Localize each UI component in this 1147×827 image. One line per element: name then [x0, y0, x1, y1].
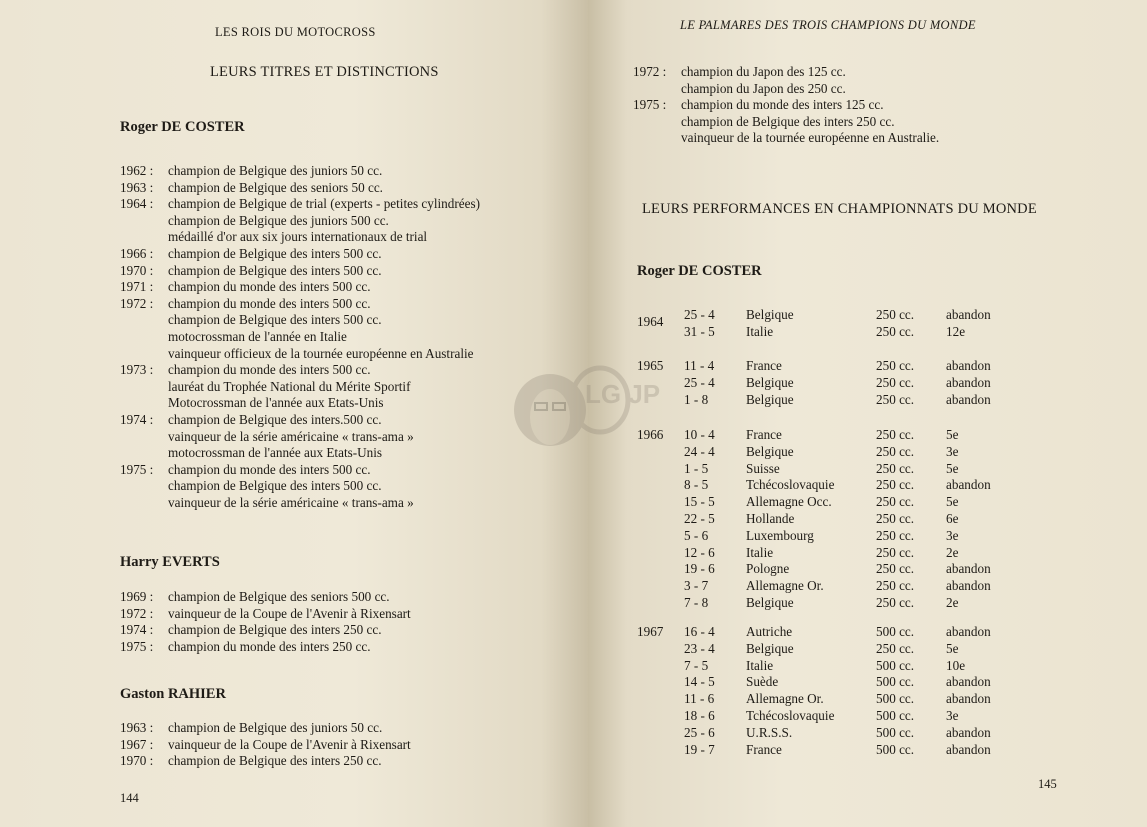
race-country: Suède: [746, 674, 779, 690]
race-class: 250 cc.: [876, 561, 915, 577]
race-class: 500 cc.: [876, 691, 915, 707]
race-country: Autriche: [746, 624, 793, 639]
race-date: 5 - 6: [684, 527, 709, 543]
title-year: 1969 :: [120, 589, 154, 604]
race-result: abandon: [946, 477, 991, 493]
title-year: 1966 :: [120, 245, 154, 261]
title-text: champion de Belgique des juniors 50 cc.: [168, 720, 383, 735]
race-result: abandon: [946, 724, 991, 740]
race-class: 250 cc.: [876, 391, 915, 407]
race-date: 23 - 4: [684, 640, 715, 656]
right-section-title: LEURS PERFORMANCES EN CHAMPIONNATS DU MONDE: [642, 201, 1037, 217]
race-date: 25 - 4: [684, 307, 715, 322]
race-country: Hollande: [746, 511, 795, 526]
title-line: [120, 606, 411, 623]
title-year: 1962 :: [120, 163, 154, 178]
race-country: U.R.S.S.: [746, 724, 793, 740]
title-line: [120, 346, 480, 363]
title-line: [120, 379, 480, 396]
title-text: motocrossman de l'année aux Etats-Unis: [168, 445, 383, 461]
title-text: champion de Belgique des inters 500 cc.: [168, 312, 382, 328]
title-line: [120, 312, 480, 329]
title-text: champion de Belgique des seniors 50 cc.: [168, 179, 383, 195]
de-coster-titles: [120, 163, 480, 511]
race-class: 250 cc.: [876, 578, 915, 594]
title-text: Motocrossman de l'année aux Etats-Unis: [168, 395, 384, 411]
title-year: 1963 :: [120, 179, 154, 195]
race-result: abandon: [946, 691, 991, 707]
title-text: champion du monde des inters 500 cc.: [168, 362, 371, 378]
title-text: vainqueur de la tournée européenne en Australie.: [681, 130, 940, 146]
rider-name-performances: Roger DE COSTER: [637, 263, 762, 279]
title-year: 1964 :: [120, 196, 154, 212]
season-year: 1966: [637, 427, 664, 442]
title-line: [120, 622, 411, 639]
title-year: 1974 :: [120, 411, 154, 427]
title-line: [120, 229, 480, 246]
race-date: 22 - 5: [684, 511, 715, 526]
watermark-text: LG JP: [585, 379, 661, 409]
title-line: [120, 589, 411, 606]
race-class: 500 cc.: [876, 624, 915, 639]
race-result: abandon: [946, 307, 991, 322]
race-country: Belgique: [746, 307, 794, 322]
title-year: 1967 :: [120, 736, 154, 752]
title-year: 1973 :: [120, 362, 154, 378]
title-text: champion de Belgique des inters 500 cc.: [168, 478, 382, 494]
right-page: [588, 0, 1147, 827]
title-text: champion de Belgique des inters 250 cc.: [168, 753, 382, 769]
rider-name-rahier: Gaston RAHIER: [120, 686, 226, 702]
race-date: 15 - 5: [684, 494, 715, 510]
race-date: 19 - 6: [684, 561, 715, 577]
race-date: 18 - 6: [684, 708, 715, 723]
race-country: Belgique: [746, 640, 794, 656]
title-text: champion de Belgique des inters.500 cc.: [168, 411, 382, 427]
race-class: 250 cc.: [876, 511, 915, 526]
rider-name-de-coster: Roger DE COSTER: [120, 119, 245, 135]
race-date: 11 - 4: [684, 358, 715, 373]
title-year: 1970 :: [120, 753, 154, 769]
title-year: 1975 :: [633, 97, 667, 113]
race-class: 250 cc.: [876, 323, 915, 339]
title-text: champion de Belgique des inters 250 cc.: [168, 622, 382, 638]
title-line: [120, 395, 480, 412]
title-text: vainqueur de la Coupe de l'Avenir à Rixensart: [168, 736, 411, 752]
season-year: 1964: [637, 314, 664, 329]
race-date: 31 - 5: [684, 323, 715, 339]
title-line: [120, 429, 480, 446]
race-date: 7 - 5: [684, 657, 709, 673]
title-year: 1972 :: [120, 605, 154, 621]
title-line: [120, 279, 480, 296]
race-result: abandon: [946, 561, 991, 577]
race-date: 25 - 6: [684, 724, 715, 740]
title-text: champion de Belgique des inters 500 cc.: [168, 245, 382, 261]
race-class: 250 cc.: [876, 544, 915, 560]
race-result: 12e: [946, 323, 966, 339]
title-text: médaillé d'or aux six jours internationaux de trial: [168, 229, 428, 245]
race-result: 10e: [946, 657, 966, 673]
race-country: France: [746, 427, 782, 442]
title-year: 1975 :: [120, 461, 154, 477]
race-class: 500 cc.: [876, 741, 915, 757]
race-country: Belgique: [746, 595, 794, 610]
title-text: lauréat du Trophée National du Mérite Sportif: [168, 378, 411, 394]
race-result: 2e: [946, 544, 959, 560]
title-year: 1972 :: [633, 64, 667, 79]
everts-titles: [120, 589, 411, 655]
title-text: champion du monde des inters 125 cc.: [681, 97, 884, 113]
right-page-number: 145: [1038, 777, 1057, 791]
title-line: [120, 362, 480, 379]
race-country: Allemagne Or.: [746, 691, 824, 707]
race-class: 250 cc.: [876, 595, 915, 610]
race-class: 250 cc.: [876, 427, 915, 442]
title-year: 1975 :: [120, 638, 154, 654]
race-result: 3e: [946, 527, 959, 543]
title-year: 1970 :: [120, 262, 154, 278]
title-text: champion du monde des inters 500 cc.: [168, 295, 371, 311]
title-line: [120, 180, 480, 197]
race-country: Italie: [746, 544, 774, 560]
title-line: [120, 495, 480, 512]
title-year: 1971 :: [120, 279, 154, 295]
right-running-head: LE PALMARES DES TROIS CHAMPIONS DU MONDE: [680, 18, 976, 32]
race-date: 12 - 6: [684, 544, 715, 560]
title-text: champion de Belgique de trial (experts - petites cylindrées): [168, 196, 480, 212]
race-result: 5e: [946, 640, 959, 656]
race-country: Tchécoslovaquie: [746, 708, 835, 723]
title-year: 1972 :: [120, 295, 154, 311]
rahier-titles: [120, 720, 411, 770]
race-result: 3e: [946, 443, 959, 459]
race-country: France: [746, 741, 782, 757]
title-text: champion de Belgique des juniors 50 cc.: [168, 163, 383, 178]
race-result: abandon: [946, 674, 991, 690]
race-class: 250 cc.: [876, 307, 915, 322]
race-result: 5e: [946, 494, 959, 510]
left-page-number: 144: [120, 791, 139, 805]
race-class: 500 cc.: [876, 724, 915, 740]
race-date: 25 - 4: [684, 374, 715, 390]
race-result: abandon: [946, 578, 991, 594]
title-line: [120, 445, 480, 462]
title-line: [120, 213, 480, 230]
race-result: 2e: [946, 595, 959, 610]
title-text: vainqueur de la série américaine « trans-ama »: [168, 494, 414, 510]
title-text: champion de Belgique des inters 250 cc.: [681, 113, 895, 129]
title-text: champion du monde des inters 250 cc.: [168, 638, 371, 654]
rider-name-everts: Harry EVERTS: [120, 554, 220, 570]
title-line: [120, 412, 480, 429]
race-class: 500 cc.: [876, 657, 915, 673]
race-class: 250 cc.: [876, 374, 915, 390]
race-result: abandon: [946, 741, 991, 757]
race-class: 250 cc.: [876, 640, 915, 656]
left-section-title: LEURS TITRES ET DISTINCTIONS: [210, 64, 439, 80]
title-text: vainqueur de la série américaine « trans-ama »: [168, 428, 414, 444]
title-line: [120, 196, 480, 213]
title-text: champion du monde des inters 500 cc.: [168, 461, 371, 477]
race-country: Allemagne Or.: [746, 578, 824, 594]
race-date: 1 - 5: [684, 460, 709, 476]
race-class: 250 cc.: [876, 527, 915, 543]
race-country: Luxembourg: [746, 527, 814, 543]
race-country: Italie: [746, 657, 774, 673]
race-date: 3 - 7: [684, 578, 709, 594]
title-line: [120, 329, 480, 346]
race-result: 3e: [946, 708, 959, 723]
left-running-head: LES ROIS DU MOTOCROSS: [215, 25, 376, 39]
race-date: 14 - 5: [684, 674, 715, 690]
race-class: 250 cc.: [876, 494, 915, 510]
title-text: champion de Belgique des juniors 500 cc.: [168, 212, 389, 228]
race-country: Belgique: [746, 374, 794, 390]
race-class: 250 cc.: [876, 443, 915, 459]
title-text: champion de Belgique des seniors 500 cc.: [168, 589, 390, 604]
title-line: [120, 639, 411, 656]
title-line: [120, 462, 480, 479]
race-date: 10 - 4: [684, 427, 715, 442]
race-class: 250 cc.: [876, 477, 915, 493]
title-text: motocrossman de l'année en Italie: [168, 328, 347, 344]
season-year: 1967: [637, 624, 664, 639]
title-line: [120, 753, 411, 770]
title-line: [120, 737, 411, 754]
race-date: 1 - 8: [684, 391, 709, 407]
title-line: [120, 296, 480, 313]
race-country: Italie: [746, 323, 774, 339]
title-text: vainqueur officieux de la tournée européenne en Australie: [168, 345, 474, 361]
title-year: 1974 :: [120, 622, 154, 638]
race-result: 5e: [946, 427, 959, 442]
race-result: abandon: [946, 358, 991, 373]
title-line: [120, 720, 411, 737]
season-year: 1965: [637, 358, 664, 373]
race-result: 5e: [946, 460, 959, 476]
race-date: 8 - 5: [684, 477, 709, 493]
title-year: 1963 :: [120, 720, 154, 735]
title-line: [120, 163, 480, 180]
title-line: [120, 246, 480, 263]
race-class: 500 cc.: [876, 708, 915, 723]
race-country: France: [746, 358, 782, 373]
race-result: abandon: [946, 624, 991, 639]
race-class: 250 cc.: [876, 460, 915, 476]
title-text: champion du Japon des 250 cc.: [681, 80, 846, 96]
title-text: champion du Japon des 125 cc.: [681, 64, 846, 79]
world-championship-table: [588, 0, 1147, 827]
race-result: 6e: [946, 511, 959, 526]
race-country: Pologne: [746, 561, 790, 577]
race-date: 16 - 4: [684, 624, 715, 639]
race-result: abandon: [946, 374, 991, 390]
race-result: abandon: [946, 391, 991, 407]
race-country: Tchécoslovaquie: [746, 477, 835, 493]
title-line: [120, 263, 480, 280]
title-line: [120, 478, 480, 495]
race-date: 24 - 4: [684, 443, 715, 459]
race-date: 7 - 8: [684, 595, 709, 610]
race-country: Allemagne Occ.: [746, 494, 832, 510]
race-country: Suisse: [746, 460, 780, 476]
race-date: 11 - 6: [684, 691, 715, 707]
title-text: vainqueur de la Coupe de l'Avenir à Rixensart: [168, 605, 411, 621]
title-text: champion de Belgique des inters 500 cc.: [168, 262, 382, 278]
race-country: Belgique: [746, 443, 794, 459]
race-date: 19 - 7: [684, 741, 715, 757]
race-class: 500 cc.: [876, 674, 915, 690]
race-country: Belgique: [746, 391, 794, 407]
race-class: 250 cc.: [876, 358, 915, 373]
title-text: champion du monde des inters 500 cc.: [168, 279, 371, 295]
